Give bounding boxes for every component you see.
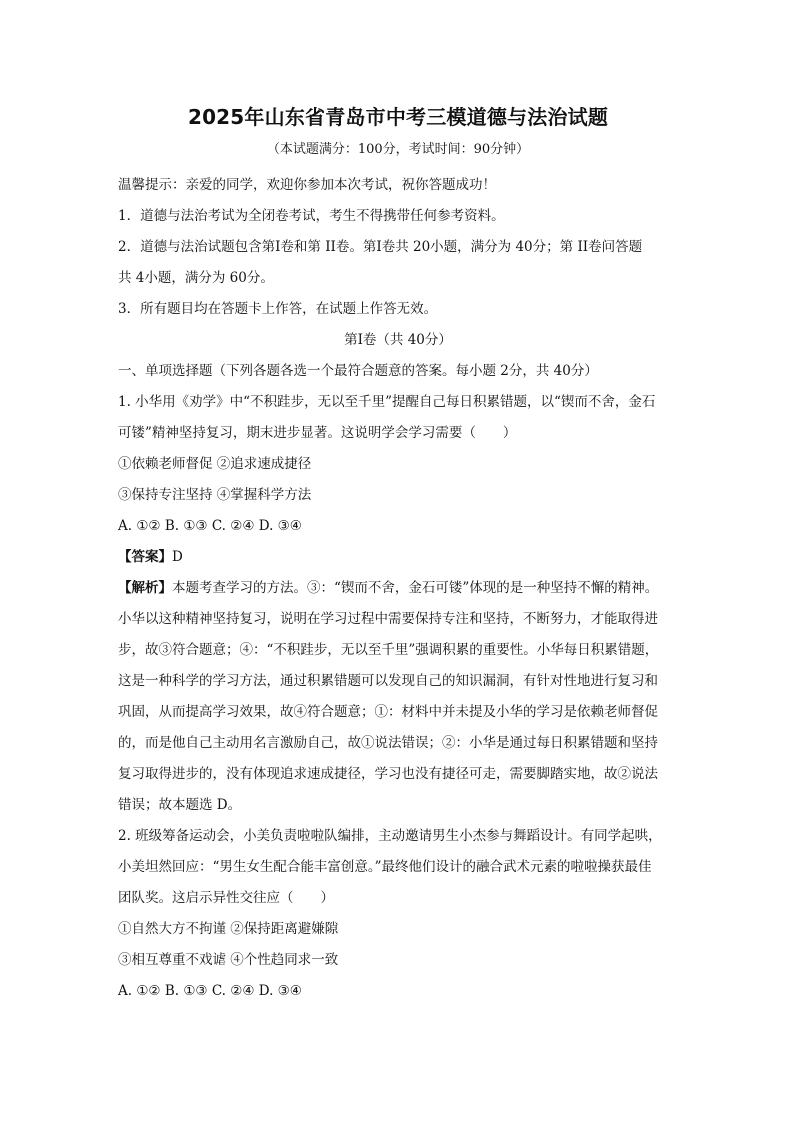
section-heading: 一、单项选择题（下列各题各选一个最符合题意的答案。每小题 2分，共 40分） [118, 363, 598, 379]
q1-choices: A. ①② B. ①③ C. ②④ D. ③④ [118, 518, 302, 534]
question-1 [118, 387, 678, 821]
q1-analysis-line-1 [118, 573, 678, 604]
q2-options-1: ①自然大方不拘谨 ②保持距离避嫌隙 [118, 921, 339, 937]
q1-analysis-line-4: 这是一种科学的学习方法，通过积累错题可以发现自己的知识漏洞，有针对性地进行复习和 [118, 673, 658, 689]
q2-choices: A. ①② B. ①③ C. ②④ D. ③④ [118, 983, 302, 999]
exam-subtitle: （本试题满分：100分，考试时间：90分钟） [266, 142, 530, 157]
volume-heading: 第Ⅰ卷（共 40分） [344, 332, 452, 348]
page-content [118, 103, 678, 1007]
q1-stem-line-2: 可镂”精神坚持复习，期末进步显著。这说明学会学习需要（ ） [118, 425, 517, 441]
answer-value: D [172, 549, 183, 565]
q2-stem-line-2: 小美坦然回应：“男生女生配合能丰富创意。”最终他们设计的融合武术元素的啦啦操获最佳 [118, 859, 652, 875]
answer-label: 【答案】 [118, 549, 172, 565]
q2-stem-line-1: 2. 班级筹备运动会，小美负责啦啦队编排，主动邀请男生小杰参与舞蹈设计。有同学起哄， [118, 828, 662, 844]
q2-stem-line-3: 团队奖。这启示异性交往应（ ） [118, 890, 334, 906]
q1-analysis-line-8: 错误；故本题选 D。 [118, 797, 242, 813]
analysis-text: 本题考查学习的方法。③：“锲而不舍，金石可镂”体现的是一种坚持不懈的精神。 [172, 580, 659, 596]
tips-item-2-line-2: 共 4小题，满分为 60分。 [118, 270, 274, 286]
q1-answer [118, 542, 678, 573]
q1-analysis-line-6: 的，而是他自己主动用名言激励自己，故①说法错误；②：小华是通过每日积累错题和坚持 [118, 735, 658, 751]
tips-item-1: 1．道德与法治考试为全闭卷考试，考生不得携带任何参考资料。 [118, 208, 505, 224]
tips-item-2-line-1: 2．道德与法治试题包含第Ⅰ卷和第 II卷。第Ⅰ卷共 20小题，满分为 40分；第 II卷问答题 [118, 239, 643, 255]
tips-greeting: 温馨提示：亲爱的同学，欢迎你参加本次考试，祝你答题成功！ [118, 177, 496, 193]
tips-block [118, 170, 678, 325]
q1-analysis-line-3: 步，故③符合题意；④：“不积跬步，无以至千里”强调积累的重要性。小华每日积累错题， [118, 642, 659, 658]
q1-analysis-line-7: 复习取得进步的，没有体现追求速成捷径，学习也没有捷径可走，需要脚踏实地，故②说法 [118, 766, 658, 782]
q1-stem-line-1: 1. 小华用《劝学》中“不积跬步，无以至千里”提醒自己每日积累错题，以“锲而不舍，金石 [118, 394, 656, 410]
q1-options-2: ③保持专注坚持 ④掌握科学方法 [118, 487, 312, 503]
q1-analysis-line-2: 小华以这种精神坚持复习，说明在学习过程中需要保持专注和坚持，不断努力，才能取得进 [118, 611, 658, 627]
tips-item-3: 3．所有题目均在答题卡上作答，在试题上作答无效。 [118, 301, 438, 317]
q2-options-2: ③相互尊重不戏谑 ④个性趋同求一致 [118, 952, 339, 968]
analysis-label: 【解析】 [118, 580, 172, 596]
page-title: 2025年山东省青岛市中考三模道德与法治试题 [187, 105, 609, 129]
q1-options-1: ①依赖老师督促 ②追求速成捷径 [118, 456, 312, 472]
question-2 [118, 821, 678, 1007]
q1-analysis-line-5: 巩固，从而提高学习效果，故④符合题意；①：材料中并未提及小华的学习是依赖老师督促 [118, 704, 658, 720]
